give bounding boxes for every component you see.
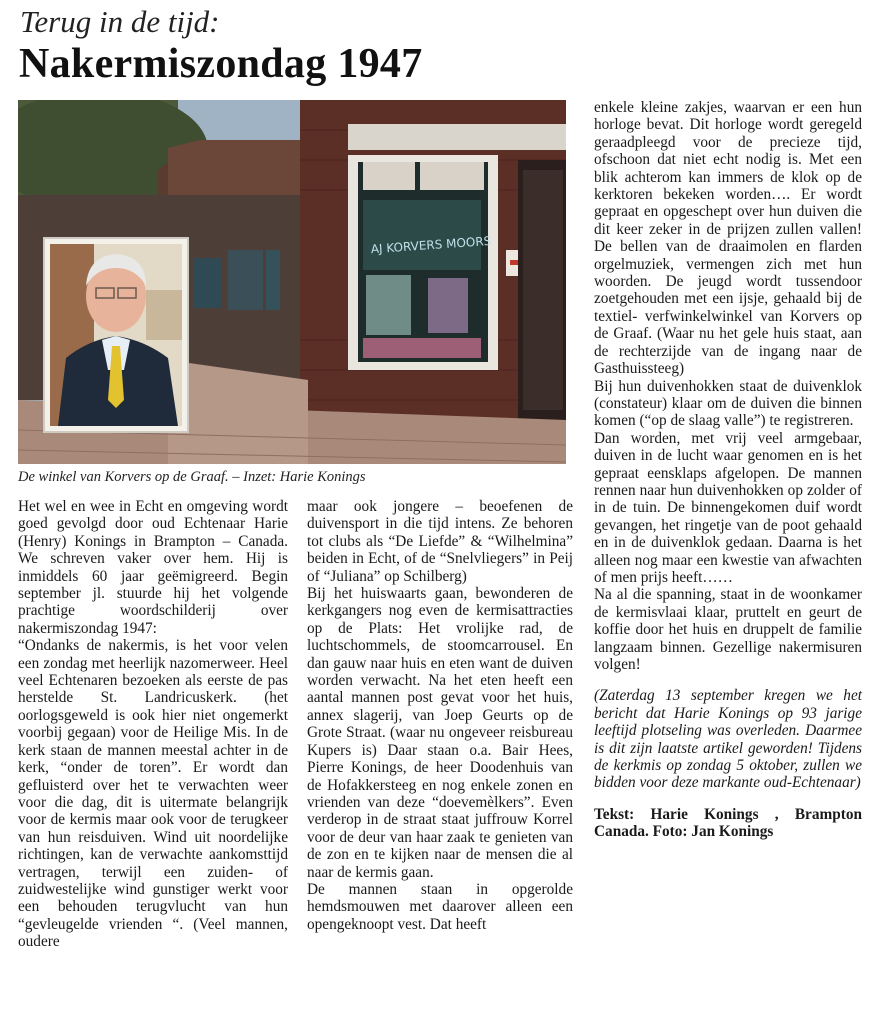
storefront-sign: AJ KORVERS MOORS	[370, 233, 492, 257]
article-credit: Tekst: Harie Konings , Brampton Canada. Foto: Jan Konings	[594, 805, 862, 841]
editor-note: (Zaterdag 13 september kregen we het bericht dat Harie Konings op 93 jarige leeftijd plotseling was overleden. Daarmee is dit zijn laatste artikel geworden! Tijdens de kerkmis op zondag 5 oktober, zullen we bidden voor deze markante oud-Echtenaar)	[594, 687, 862, 792]
paragraph: “Ondanks de nakermis, is het voor velen een zondag met heerlijk nazomerweer. Heel veel Echtenaren bezoeken als eerste de pas herstelde St. Landricuskerk. (het oorlogsgeweld is ook hier niet ongemerkt voorbij gegaan) voor de Heilige Mis. In de kerk staan de mannen meestal achter in de kerk, “onder de toren”. Er wordt dan gefluisterd over het te verwachten weer voor die dag, dit is uitermate belangrijk voor de kermis maar ook voor de terugkeer van hun reisduiven. Wind uit noordelijke richtingen, kan de verwachte aankomsttijd vertragen, terwijl een zuiden- of zuidwestelijke wind gunstiger werkt voor een behouden terugvlucht van hun “gevleugelde vrienden “. (Veel mannen, oudere	[18, 637, 288, 951]
paragraph: De mannen staan in opgerolde hemdsmouwen met daarover alleen een opengeknoopt vest. Dat heeft	[307, 880, 573, 933]
photo-caption: De winkel van Korvers op de Graaf. – Inzet: Harie Konings	[18, 469, 366, 485]
article-column-1	[18, 498, 288, 951]
paragraph: Bij hun duivenhokken staat de duivenklok (constateur) klaar om de duiven die binnen komen (“op de slaag valle”) te registreren.	[594, 377, 862, 430]
article-column-2	[307, 498, 573, 933]
paragraph: maar ook jongere – beoefenen de duivensport in die tijd intens. Ze behoren tot clubs als “De Liefde” & “Wilhelmina” beiden in Echt, of de “Snelvliegers” in Peij of “Juliana” op Schilberg)	[307, 498, 573, 585]
paragraph: Na al die spanning, staat in de woonkamer de kermisvlaai klaar, pruttelt en geurt de koffie door het huis en druppelt de familie langzaam binnen. Gezellige nakermisuren volgen!	[594, 586, 862, 673]
article-headline: Nakermiszondag 1947	[19, 41, 423, 87]
paragraph: enkele kleine zakjes, waarvan er een hun horloge bevat. Dit horloge wordt geregeld geraadpleegd voor de precieze tijd, ofschoon dat niet echt nodig is. Met een blik achterom kan immers de klok op de kerktoren bekeken worden…. Er wordt gepraat en opgeschept over hun duiven die dit keer zeker in de prijzen zullen vallen! De bellen van de draaimolen en flarden orgelmuziek, vermengen zich met hun woorden. De jeugd wordt tussendoor zoetgehouden met een ijsje, gehaald bij de textiel- verfwinkelwinkel van Korvers op de Graaf. (Waar nu het gele huis staat, aan de rechterzijde van de ingang naar de Gasthuissteeg)	[594, 99, 862, 378]
article-kicker: Terug in de tijd:	[20, 4, 220, 39]
paragraph: Dan worden, met vrij veel armgebaar, duiven in de lucht waar genomen en is het gepraat eensklaps afgelopen. De mannen rennen naar hun duivenhokken op zolder of in de tuin. De binnengekomen duif wordt gevangen, het ringetje van de poot gehaald en in de duivenklok gedaan. Daarna is het alleen nog maar een kwestie van afwachten of men prijs heeft……	[594, 429, 862, 586]
paragraph: Bij het huiswaarts gaan, bewonderen de kerkgangers nog even de kermisattracties op de Plats: Het vrolijke rad, de luchtschommels, de stoomcarrousel. En dan gauw naar huis en eten want de duiven worden verwacht. Na het eten heeft een aantal mannen post gevat voor het huis, annex slagerij, van Joep Geurts op de Grote Straat. (waar nu ongeveer reisbureau Kupers is) Daar staan o.a. Bair Hees, Pierre Konings, de heer Doodenhuis van de Hofakkersteeg en nog enkele zonen en vrienden van deze “doevemèlkers”. Even verderop in de straat staat juffrouw Korrel voor de deur van haar zaak te genieten van de zon en te kijken naar de mensen die al naar de kermis gaan.	[307, 585, 573, 881]
paragraph: Het wel en wee in Echt en omgeving wordt goed gevolgd door oud Echtenaar Harie (Henry) Konings in Brampton – Canada. We schreven vaker over hem. Hij is inmiddels 60 jaar geëmigreerd. Begin september jl. stuurde hij het volgende prachtige woordschilderij over nakermiszondag 1947:	[18, 498, 288, 637]
article-column-3	[594, 99, 862, 841]
storefront-photo	[18, 100, 566, 464]
